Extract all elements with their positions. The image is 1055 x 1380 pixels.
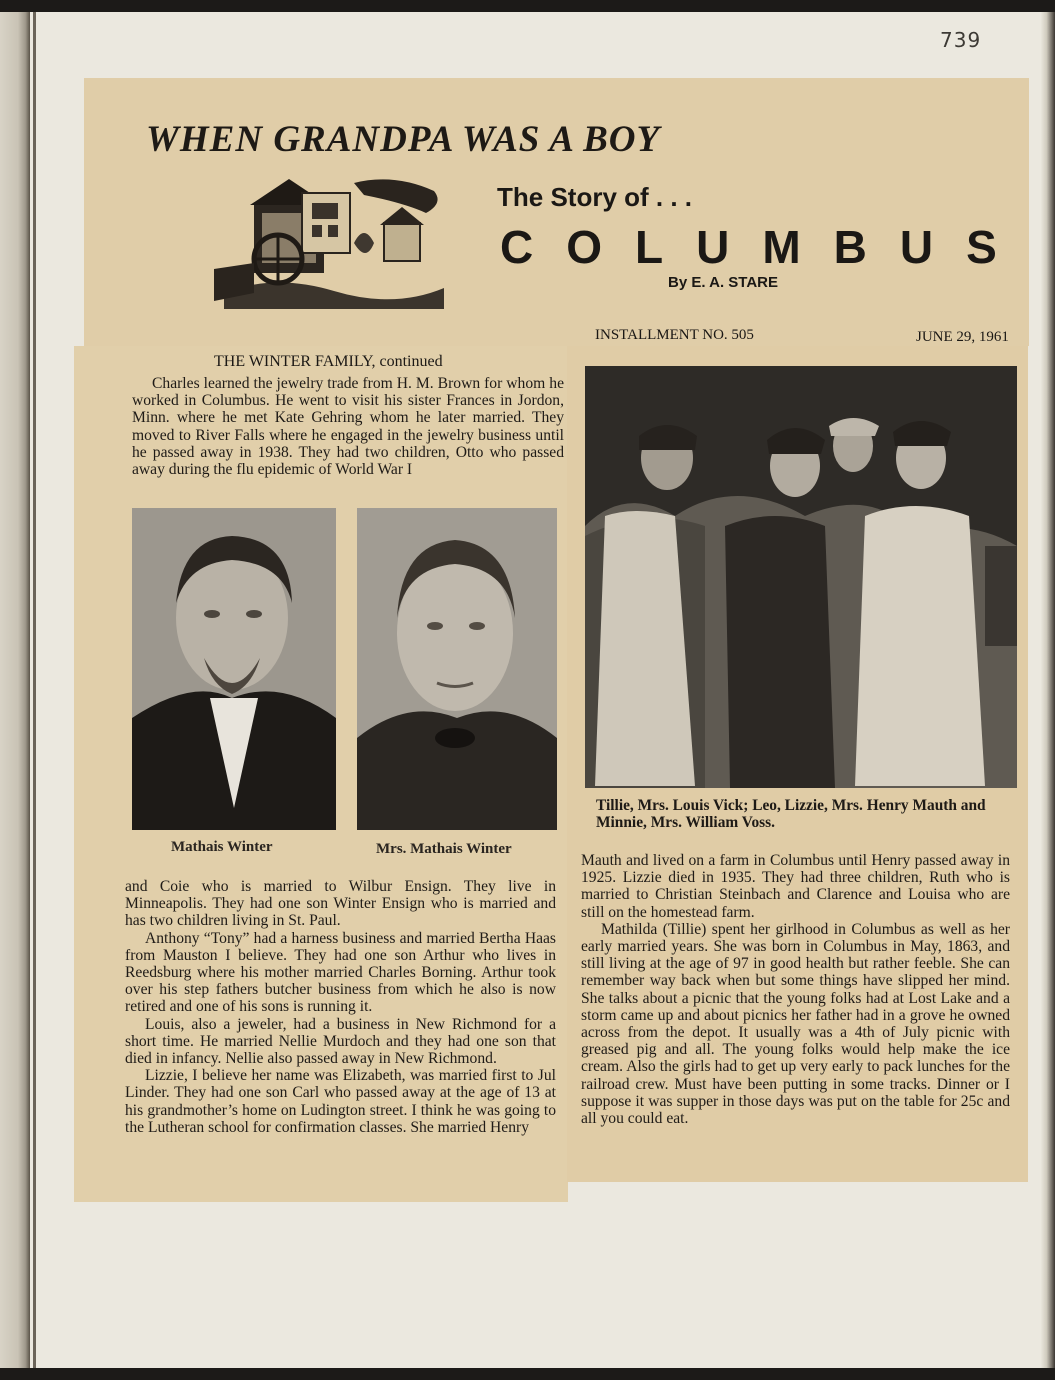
paragraph: Mauth and lived on a farm in Columbus until Henry passed away in 1925. Lizzie died in 1935. They had three children, Ruth who is married to Christian Steinbach and Clarence and Louisa who are still on the homestead farm. xyxy=(581,852,1010,921)
paragraph: and Coie who is married to Wilbur Ensign. They live in Minneapolis. They had one son Winter Ensign who is married and has two children living in St. Paul. xyxy=(125,878,556,930)
album-binding xyxy=(0,12,30,1368)
left-continued-text xyxy=(125,878,556,1136)
publication-date: JUNE 29, 1961 xyxy=(916,329,1009,345)
portrait-mathais-winter xyxy=(132,508,336,830)
binding-rule xyxy=(33,12,36,1368)
story-of-heading: The Story of . . . xyxy=(497,182,693,212)
page-edge xyxy=(1041,12,1055,1368)
left-intro-text xyxy=(132,375,564,478)
right-column-text xyxy=(581,852,1010,1127)
portrait-mrs-mathais-winter xyxy=(357,508,557,830)
place-heading: COLUMBUS xyxy=(500,221,1030,273)
paragraph: Louis, also a jeweler, had a business in New Richmond for a short time. He married Nellie Murdoch and they had one son that died in infancy. Nellie also passed away in New Richmond. xyxy=(125,1015,556,1068)
mill-illustration xyxy=(214,173,450,309)
photo-caption: Tillie, Mrs. Louis Vick; Leo, Lizzie, Mrs. Henry Mauth and Minnie, Mrs. William Voss. xyxy=(596,797,986,831)
portrait-caption: Mathais Winter xyxy=(171,839,273,855)
section-heading: THE WINTER FAMILY, continued xyxy=(214,353,443,370)
family-group-photo xyxy=(585,366,1017,788)
byline: By E. A. STARE xyxy=(668,274,779,291)
series-title: WHEN GRANDPA WAS A BOY xyxy=(146,119,661,160)
paragraph: Anthony “Tony” had a harness business and married Bertha Haas from Mauston I believe. They had one son Arthur who lives in Reedsburg where his mother married Charles Borning. Arthur took over his step fathers butcher business from which he also is now retired and one of his sons is running it. xyxy=(125,929,556,1016)
paragraph: Lizzie, I believe her name was Elizabeth, was married first to Jul Linder. They had one son Carl who passed away at the age of 13 at his grandmother’s home on Ludington street. I think he was going to the Lutheran school for confirmation classes. She married Henry xyxy=(125,1067,556,1136)
page-number: 739 xyxy=(940,28,982,52)
portrait-caption: Mrs. Mathais Winter xyxy=(376,841,512,857)
installment-number: INSTALLMENT NO. 505 xyxy=(595,327,754,343)
paragraph: Mathilda (Tillie) spent her girlhood in Columbus as well as her early married years. She was born in Columbus in May, 1863, and still living at the age of 97 in good health but rather feeble. She can remember way back when but some things have slipped her mind. She talks about a picnic that the young folks had at Lost Lake and a storm came up and about picnics her father had in a grove he owned across from the depot. It usually was a 4th of July picnic with greased pig and all. The young folks would help make the ice cream. Also the girls had to get up very early to pack lunches for the railroad crew. Must have been putting in some tracks. Dinner or I suppose it was supper in those days was put on the table for 25c and all you could eat. xyxy=(581,920,1010,1128)
paragraph: Charles learned the jewelry trade from H. M. Brown for whom he worked in Columbus. He went to visit his sister Frances in Jordon, Minn. where he met Kate Gehring whom he later married. They moved to River Falls where he engaged in the jewelry business until he passed away in 1938. They had two children, Otto who passed away during the flu epidemic of World War I xyxy=(132,375,564,479)
